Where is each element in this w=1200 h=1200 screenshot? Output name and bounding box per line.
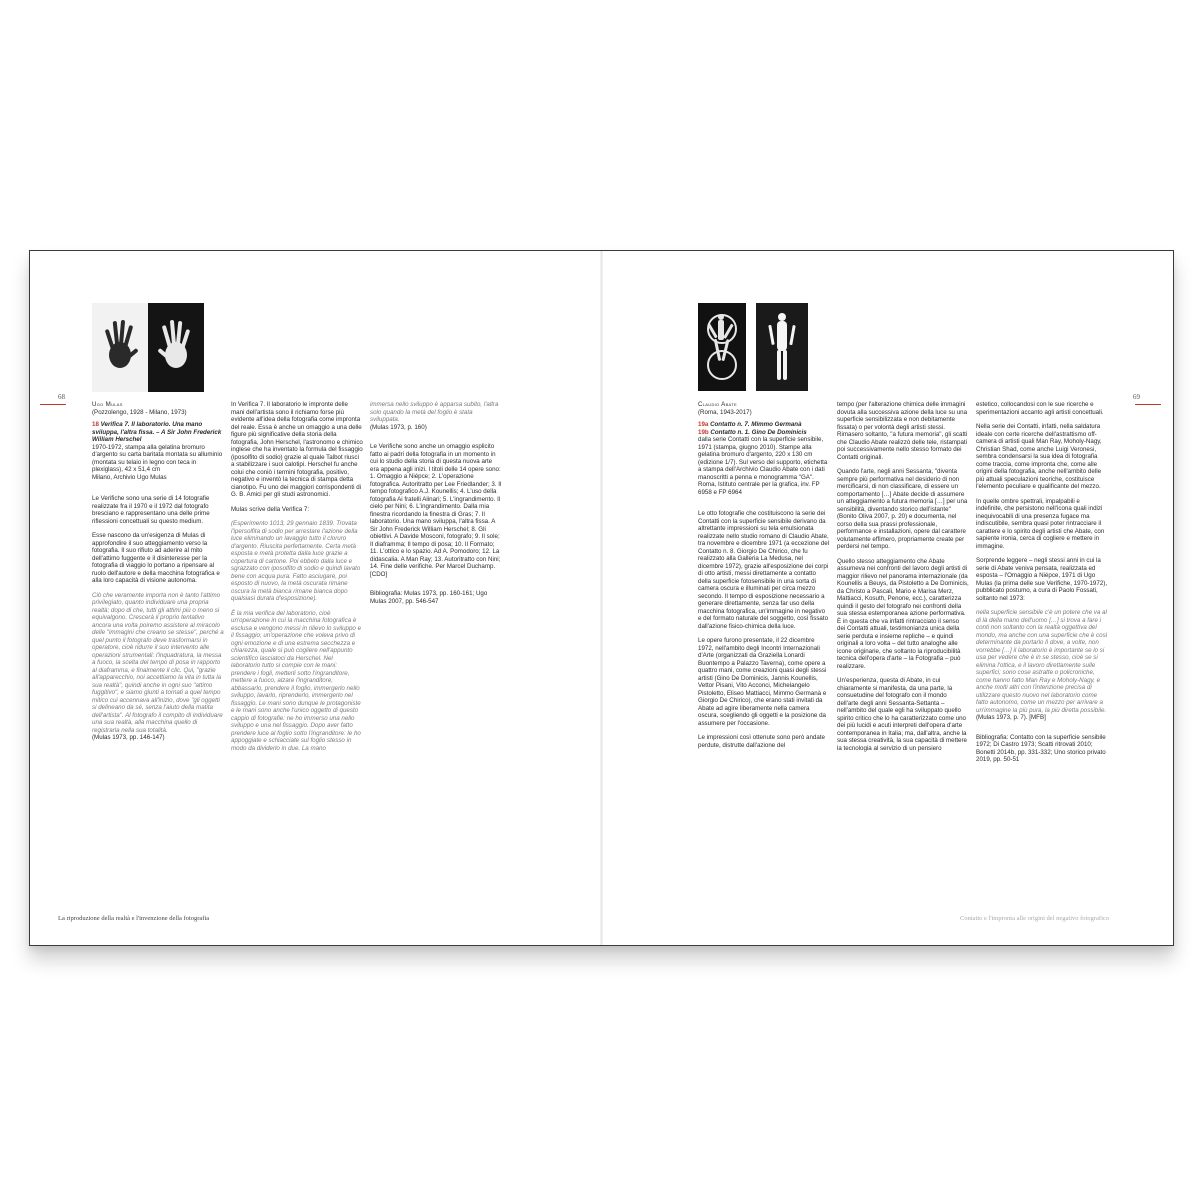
footer-left: La riproduzione della realtà e l'invenzione della fotografia [58,915,210,922]
work-title: Verifica 7. Il laboratorio. Una mano sviluppa, l'altra fissa. – A Sir John Frederick William Herschel [92,421,222,443]
author-name: Claudio Abate [698,401,737,408]
body-paragraph: Le opere furono presentate, il 22 dicembre 1972, nell'ambito degli Incontri Internazionali d'Arte (organizzati da Graziella Lonardi Buontempo a Palazzo Taverna), come opere a quattro mani, come creazioni quasi degli stessi artisti (Gino De Dominicis, Jannis Kounellis, Vettor Pisani, Vito Acconci, Michelangelo Pistoletto, Eliseo Mattiacci, Mimmo Germanà e Giorgio De Chirico), che erano stati invitati da Abate ad agire liberamente nella camera oscura, scegliendo gli oggetti e la posizione da assumere per l'occasione. [698,637,827,727]
body-paragraph: Le impressioni così ottenute sono però andate perdute, distrutte dall'azione del [698,734,825,749]
body-paragraph: In quelle ombre spettrali, impalpabili e indefinite, che persistono nell'icona quali indizi inequivocabili di una presenza fugace ma indiscutibile, sembra quasi poter rintracciare il carattere e lo spirito degli artisti che Abate, con sapiente ironia, cerca di cogliere e mettere in immagine. [976,497,1105,550]
work-number: 19a [698,421,709,428]
block-quote: Ciò che veramente importa non è tanto l'attimo privilegiato, quanto individuare una propria realtà; dopo di che, tutti gli attimi più o meno si equivalgono. Crescerà il proprio tentativo ancora una volta poiremo assistere al miracolo delle "immagini che creano se stesse", perché a quel punto il fotografo deve trasformarsi in operatore, cioè ridurre il suo intervento alle operazioni strumentali: l'inquadratura, la messa a fuoco, la scelta del tempo di posa in rapporto al diaframma, e finalmente il clic. Qui, "grazie all'apparecchio, noi accettiamo la vita in tutta la sua realtà", quindi anche in ogni suo "attimo fuggitivo", e siamo giunti a tornati a quel tempo mitico cui accennava all'inizio, dove "gli oggetti si delineano da sé, senza l'aiuto della matita dell'artista". Al fotografo il compito di individuare una sua realtà, alla macchina quello di registrarla nella sua totalità. [92,591,224,734]
body-paragraph: Quando l'arte, negli anni Sessanta, "diventa sempre più performativa nel desiderio di non mercificarsi, di non classificare, di essere un comportamento […] Abate decide di assumere un atteggiamento a futura memoria […] per una sensibilità, diventando storico dell'istante" (Bonito Oliva 2007, p. 20) e documenta, nel corso della sua prassi professionale, performance e installazioni, opere dal carattere volutamente effimero, propriamente create per perdersi nel tempo. [837,468,968,550]
body-paragraph: Mulas scrive della Verifica 7: [231,505,310,513]
body-paragraph: Le Verifiche sono anche un omaggio esplicito fatto ai padri della fotografia in un momento in cui lo studio della storia di questa nuova arte era appena agli inizi. I titoli delle 14 opere sono: 1. Omaggio a Niépce; 2. L'operazione fotografica. Autoritratto per Lee Friedlander; 3. Il tempo fotografico A.J. Kounellis; 4. L'uso della fotografia Ai fratelli Alinari; 5. L'ingrandimento. Il cielo per Nini; 6. L'ingrandimento. Dalla mia finestra ricordando la finestra di Gras; 7. Il laboratorio. Una mano sviluppa, l'altra fissa. A Sir John Frederick William Herschel; 8. Gli obiettivi. A Davide Mosconi, fotografo; 9. Il sole; Il diaframma; Il tempo di posa; 10. Il Formato; 11. L'ottico e lo spazio. Ad A. Pomodoro; 12. La didascalia. A Man Ray; 13. Autoritratto con Nini; 14. Fine delle verifiche. Per Marcel Duchamp. [CDO] [370,443,502,578]
left-column-1 [92,401,224,749]
bibliography: Bibliografia: Contatto con la superficie sensibile 1972; Di Castro 1973; Scatti ritrovati 2010; Bonetti 2014b, pp. 331-332; Uno storico privato 2019, pp. 50-51 [976,733,1106,763]
bibliography: Bibliografia: Mulas 1973, pp. 160-161; Ugo Mulas 2007, pp. 546-547 [370,590,488,605]
body-paragraph: estetico, collocandosi con le sue ricerche e sperimentazioni accanto agli artisti concettuali. [976,401,1104,416]
work-title: Contatto n. 1. Gino De Dominicis [710,428,807,436]
block-quote: nella superficie sensibile c'è un potere che va al di là della mano dell'uomo […] si trova a fare i conti non soltanto con la realtà oggettiva del mondo, ma anche con una superficie che è così determinante da portarlo lì dove, a volte, non vorrebbe […] il laboratorio è importante se lo si usa per vedere che è in se stesso, cioè se si elimina l'ottica, e il lavoro direttamente sulle superfici; sono cose astratte o policroniche, come hanno fatto Man Ray e Moholy-Nagy, e anche molti altri con l'intenzione precisa di utilizzare questo nuovo nel laboratorio come fatto autonomo, come un mezzo per arrivare a un'immagine la più pura, la più diretta possibile. [976,609,1108,714]
work-number: 18 [92,421,99,428]
body-paragraph: Le Verifiche sono una serie di 14 fotografie realizzate fra il 1970 e il 1972 dal fotografo bresciano e rappresentano una delle prime riflessioni concettuali su questo medium. [92,495,210,525]
right-column-2 [837,401,969,759]
body-paragraph: Sorprende leggere – negli stessi anni in cui la serie di Abate veniva pensata, realizzata ed esposta – l'Omaggio a Niépce, 1971 di Ugo Mulas (la prima delle sue Verifiche, 1970-1972), pubblicato postumo, a cura di Paolo Fossati, soltanto nel 1973: [976,557,1108,602]
author-dates: (Pozzolengo, 1928 - Milano, 1973) [92,408,187,416]
block-quote: immersa nello sviluppo è apparsa subito, l'altra solo quando la metà del foglio è stata sviluppata. [370,401,499,423]
quote-source: (Mulas 1973, p. 160) [370,423,427,431]
left-column-3 [370,401,502,612]
author-name: Ugo Mulas [92,401,123,408]
block-quote: È la mia verifica del laboratorio, cioè un'operazione in cui la macchina fotografica è esclusa e vengono messi in rilievo lo sviluppo e il fissaggio; un'operazione che voleva privo di ogni emozione e di una estrema secchezza e chiarezza, quale si può cogliere nell'appunto scientifico lasciatoci da Herschel. Nel laboratorio tutto si compie con le mani: prendere i fogli, metterli sotto l'ingranditore, mettere a fuoco, alzare l'ingranditore, abbassarlo, prendere il foglio, immergerlo nello sviluppo, lavarlo, riprenderlo, immergerlo nel fissaggio. Le mani sono dunque le protagoniste e le mani sono anche l'unico oggetto di questo cappio di fotografie: ne ho immerso una nello sviluppo e una nel fissaggio. Dopo aver fatto prendere luce al foglio sotto l'ingranditore: le ho appoggiate e schiacciate sul foglio stesso in modo da dividerlo in due. La mano [231,609,362,752]
body-paragraph: Nella serie dei Contatti, infatti, nella saldatura ideale con certe ricerche dell'astrattismo off-camera di artisti quali Man Ray, Moholy-Nagy, Christian Shad, come anche Luigi Veronesi, sembra condensarsi la sua idea di fotografia come traccia, come impronta che, come alle origini della fotografia, anche nell'ambito delle più attuali speculazioni teoriche, costituisce l'elemento peculiare e qualificante del mezzo. [976,423,1102,490]
page-number-right: 69 [1133,393,1140,401]
quote-source: (Mulas 1973, pp. 146-147) [92,734,165,741]
right-column-1 [698,401,830,756]
page-rule-right [1135,404,1161,405]
work-details: 1970-1972, stampa alla gelatina bromuro d'argento su carta baritata montata su alluminio (montata su telaio in legno con teca in plexiglass), 42 x 51,4 cm [92,443,223,473]
body-paragraph: Quello stesso atteggiamento che Abate assumeva nei confronti del lavoro degli artisti di maggior rilievo nel panorama internazionale (da Kounellis a Beuys, da Pistoletto a De Dominicis, da Christo a Pascali, Mario e Marisa Merz, Mattiacci, Kosuth, Penone, ecc.), caratterizza quindi il gesto del fotografo nei confronti della sua stessa estemporanea azione performativa. È in questa che va infatti rintracciato il senso dei Contatti attuali, testimonianza unica della serie perduta e insieme repliche – e quindi originali a loro volta – del tutto analoghe alle icone originarie, che soltanto la riproducibilità tecnica dell'opera d'arte – la Fotografia – può realizzare. [837,557,969,670]
work-collection: Milano, Archivio Ugo Mulas [92,473,167,481]
abate-contatti-photos [698,303,808,391]
work-title: Contatto n. 7. Mimmo Germanà [710,421,802,428]
body-paragraph: Le otto fotografie che costituiscono la serie dei Contatti con la superficie sensibile derivano da altrettante impressioni su tela emulsionata realizzate nello studio romano di Claudio Abate, tra novembre e dicembre 1971 (a eccezione del Contatto n. 8. Giorgio De Chirico, che fu realizzato alla Galleria La Medusa, nel dicembre 1972), grazie all'esposizione dei corpi di otto artisti, messi direttamente a contatto della superficie fotosensibile in una sorta di camera oscura e illuminati per circa mezzo secondo. Il tempo di esposizione necessario a generare direttamente, senza far uso della macchina fotografica, un'immagine in negativo e del formato naturale del soggetto, così fissato dall'azione fisico-chimica della luce. [698,510,830,630]
body-paragraph: tempo (per l'alterazione chimica delle immagini dovuta alla successiva azione della luce su una superficie sensibilizzata e non debitamente fissata) o per volontà degli artisti stessi. Rimasero soltanto, "a futura memoria", gli scatti che Claudio Abate realizzò delle tele, ristampati poi successivamente nello stesso formato dei Contatti originali. [837,401,968,461]
footer-right: Contatto e l'impronta alle origini del negativo fotografico [960,915,1110,922]
author-dates: (Roma, 1943-2017) [698,408,752,416]
work-details: dalla serie Contatti con la superficie sensibile, 1971 (stampa, giugno 2010). Stampe alla gelatina bromuro d'argento, 220 x 130 cm (edizione 1/7). Sul verso del supporto, etichetta a stampa dell'Archivio Claudio Abate con i dati manoscritti a penna e monogramma "GA". Roma, Istituto centrale per la grafica, inv. FP 6958 e FP 6964 [698,436,828,496]
gutter [600,251,603,945]
work-number: 19b [698,428,709,436]
quote-source: (Mulas 1973, p. 7). [MFB] [976,714,1046,721]
page-rule-left [40,404,66,405]
body-paragraph: Esse nascono da un'esigenza di Mulas di approfondire il suo atteggiamento verso la fotografia. Il suo rifiuto ad aderire al mito dell'attimo fuggente e il disinteresse per la fotografia di viaggio lo portano a ripensare al ruolo dell'autore e della macchina fotografica e alla loro capacità di visione autonoma. [92,532,220,584]
right-column-3 [976,401,1108,771]
block-quote: (Esperimento 1013, 29 gennaio 1839. Trovata l'ipersolfita di sodio per arrestare l'azione della luce eliminando un lavaggio tutto il cloruro d'argento. Riuscita perfettamente. Certa metà esposta e metà protetta dalla luce grazie a copertura di cartone. Poi ebbeto dalla luce e sgrazzato con iposolfito di sodio e quindi lavato bene con acqua pura. Fatto asciugare, poi esposto di nuovo, la metà oscurata rimane oscura la metà bianca rimane bianca dopo qualsiasi durata d'esposizione). [231,520,361,602]
book-spread [29,250,1174,946]
body-paragraph: Un'esperienza, questa di Abate, in cui chiaramente si manifesta, da una parte, la consuetudine del fotografo con il mondo dell'arte degli anni Sessanta-Settanta – nell'ambito del quale egli ha sviluppato quello spirito critico che lo ha caratterizzato come uno dei più lucidi e acuti interpreti dell'opera d'arte contemporanea in Italia; ma, dall'altra, anche la sua stessa creatività, la sua capacità di mettere la tecnologia al servizio di un pensiero [837,677,968,752]
page-number-left: 68 [58,393,65,401]
mulas-verifica-photo [92,303,204,392]
body-paragraph: In Verifica 7. Il laboratorio le impronte delle mani dell'artista sono il richiamo forse più evidente all'idea della fotografia come impronta del reale. Essa è anche un omaggio a una delle figure più significative della storia della fotografia, John Herschel, l'astronomo e chimico inglese che ha inventato la formula del fissaggio (iposolfito di sodio) grazie al quale Talbot riuscì a stabilizzare i suoi calotipi. Herschel fu anche colui che coniò i termini fotografia, positivo, negativo e inventò la tecnica di stampa detta cianotipo. Fu uno dei maggiori corrispondenti di G. B. Amici per gli studi astronomici. [231,401,363,498]
left-column-2 [231,401,363,759]
